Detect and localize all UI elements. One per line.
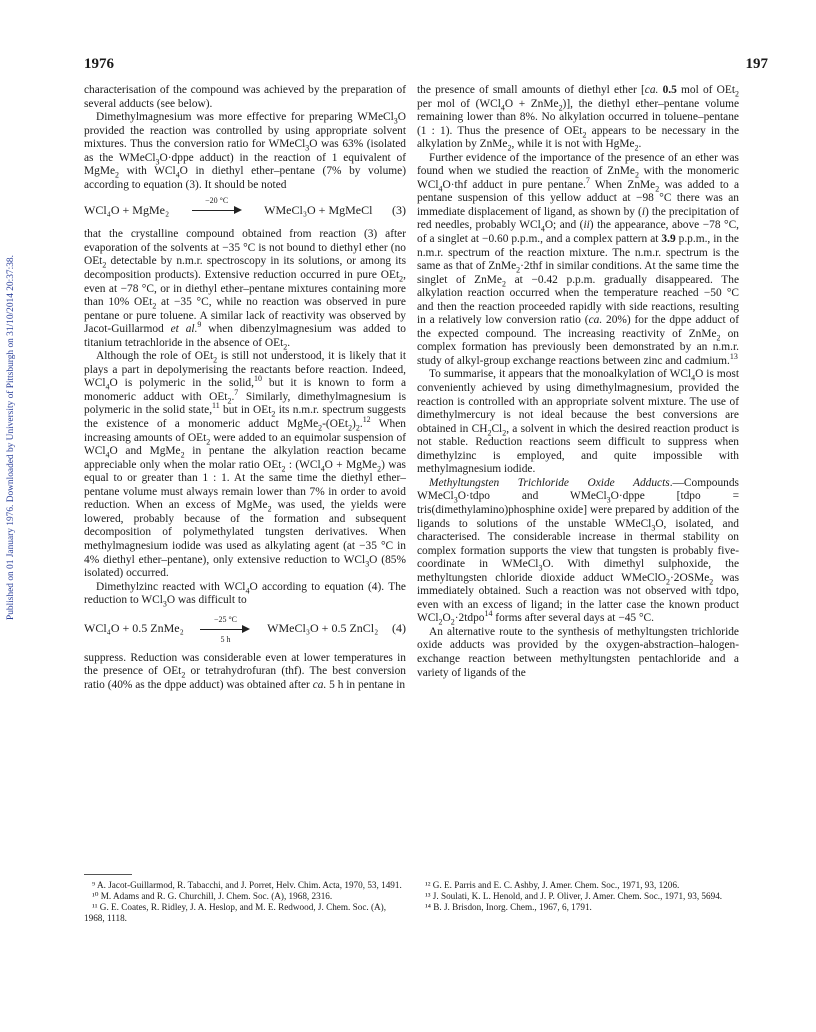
paragraph: Dimethylmagnesium was more effective for preparing WMeCl$_3$O provided the reaction was controlled by using appropriate solvent mixtures. Thus the conversion ratio for WMeCl$_3$O was 63% (isolated as the WMeCl$_3$O·dppe adduct) in the reaction of 1 equivalent of MgMe$_2$ with WCl$_4$O in diethyl ether–pentane (7% by volume) according to equation (3). It should be noted bbox=[84, 111, 406, 191]
footnote: ¹² G. E. Parris and E. C. Ashby, J. Amer. Chem. Soc., 1971, 93, 1206. bbox=[425, 880, 680, 890]
footnote: ¹³ J. Soulati, K. L. Henold, and J. P. Oliver, J. Amer. Chem. Soc., 1971, 93, 5694. bbox=[425, 891, 723, 901]
footnote: ¹⁴ B. J. Brisdon, Inorg. Chem., 1967, 6, 1791. bbox=[425, 902, 592, 912]
journal-year: 1976 bbox=[84, 56, 114, 72]
paragraph: To summarise, it appears that the monoalkylation of WCl$_4$O is most conveniently achieved by using dimethylmagnesium, provided the reaction is controlled with an appropriate solvent mixture. The use of dimethylmercury is not ideal because the best conversions are obtained in $CH_2Cl_2$, a solvent in which the desired reaction product is not stable. Reduction reactions seem difficult to suppress when dimethylzinc is employed, and quite impossible with methylmagnesium iodide. bbox=[417, 368, 739, 476]
equation-3-condition: −20 °C bbox=[205, 196, 229, 206]
paragraph: Dimethylzinc reacted with WCl$_4$O according to equation (4). The reduction to WCl$_3$O was difficult to bbox=[84, 580, 406, 609]
paragraph: characterisation of the compound was achieved by the preparation of several adducts (see below). bbox=[84, 84, 406, 110]
paragraph: that the crystalline compound obtained from reaction (3) after evaporation of the solvents at −35 °C is not bound to diethyl ether (no OEt$_2$ detectable by n.m.r. spectroscopy in its solutions, or among its decomposition products). Extensive reduction occurred in pure OEt$_2$, even at −78 °C, or in diethyl ether–pentane mixtures containing more than 10% OEt$_2$ at −35 °C, while no reaction was observed in pure pentane or pure toluene. A similar lack of reactivity was observed by Jacot-Guillarmod et al.$^9$ when dibenzylmagnesium was added to titanium tetrachloride in the absence of OEt$_2$. bbox=[84, 228, 407, 352]
equation-3-number: (3) bbox=[391, 202, 406, 217]
page-number: 197 bbox=[745, 56, 768, 72]
reaction-arrow-icon bbox=[200, 614, 250, 644]
footnotes-right bbox=[417, 880, 739, 913]
footnotes-left bbox=[84, 880, 406, 924]
paragraph: the presence of small amounts of diethyl ether [ca. 0.5 mol of OEt$_2$ per mol of (WCl$_4$O + ZnMe$_2$)], the diethyl ether–pentane volume remaining lower than 8%. No alkylation occurred in toluene–pentane (1 : 1). Thus the presence of OEt$_2$ appears to be necessary in the alkylation by ZnMe$_2$, while it is not with HgMe$_2$. bbox=[417, 84, 740, 153]
right-column bbox=[417, 84, 739, 680]
equation-4 bbox=[84, 614, 406, 644]
equation-4-condition-above: −25 °C bbox=[213, 614, 237, 624]
equation-4-rhs: WMeCl₃O + 0.5 ZnCl₂ bbox=[267, 621, 379, 636]
paragraph: Methyltungsten Trichloride Oxide Adducts.—Compounds WMeCl$_3$O·tdpo and WMeCl$_3$O·dppe [tdpo = tris(dimethylamino)phosphine oxide] were prepared by addition of the ligands to solutions of the unstable WMeCl$_3$O, isolated, and characterised. The considerable increase in thermal stability on complex formation supports the view that tungsten is probably five-coordinate in WMeCl$_3$O. With dimethyl sulphoxide, the methyltungsten chloride dioxide adduct WMeClO$_2$·2OSMe$_2$ was immediately obtained. Such a reaction was not observed with tdpo, even with an excess of ligand; in the latter case the known product $WCl_2O_2\cdot 2tdpo^{14}$ forms after several days at −45 °C. bbox=[417, 476, 740, 627]
footnote: ¹¹ G. E. Coates, R. Ridley, J. A. Heslop, and M. E. Redwood, J. Chem. Soc. (A), 1968, 1118. bbox=[84, 902, 387, 923]
paragraph: suppress. Reduction was considerable even at lower temperatures in the presence of OEt$_2$ or tetrahydrofuran (thf). The best conversion ratio (40% as the dppe adduct) was obtained after ca. 5 h in pentane in bbox=[84, 651, 406, 691]
provenance-sidebar[interactable]: Published on 01 January 1976. Downloaded by University of Pittsburgh on 31/10/2014 20:37:38. bbox=[6, 255, 16, 620]
left-column bbox=[84, 84, 406, 692]
equation-3 bbox=[84, 196, 406, 217]
equation-3-lhs: WCl₄O + MgMe₂ bbox=[84, 202, 170, 217]
footnote: ¹⁰ M. Adams and R. G. Churchill, J. Chem. Soc. (A), 1968, 2316. bbox=[92, 891, 333, 901]
equation-4-lhs: WCl₄O + 0.5 ZnMe₂ bbox=[84, 621, 184, 636]
paragraph: Although the role of OEt$_2$ is still not understood, it is likely that it plays a part in depolymerising the reactants before reaction. Indeed, WCl$_4$O is polymeric in the solid,$^{10}$ but it is known to form a monomeric adduct with OEt$_2$.$^7$ Similarly, dimethylmagnesium is polymeric in the solid state,$^{11}$ but in OEt$_2$ its n.m.r. spectrum suggests the existence of a monomeric adduct $MgMe_2-(OEt_2)_2.^{12}$ When increasing amounts of OEt$_2$ were added to an equimolar suspension of WCl$_4$O and MgMe$_2$ in pentane the alkylation reaction became appreciable only when the molar ratio OEt$_2$ : (WCl$_4$O + MgMe$_2$) was equal to or greater than 1 : 1. At the same time the diethyl ether–pentane volume must always remain lower than 7% in order to avoid reduction. When an excess of MgMe$_2$ was used, the yields were lowered, probably because of the formation and subsequent decomposition of polymethylated tungsten derivatives. When methylmagnesium iodide was used as alkylating agent (at −35 °C in 4% diethyl ether–pentane), only extensive reduction to WCl$_3$O (85% isolated) occurred. bbox=[84, 350, 407, 580]
paragraph: An alternative route to the synthesis of methyltungsten trichloride oxide adducts was provided by the oxygen-abstraction–halogen-exchange reaction between methyltungsten pentachloride and a variety of ligands of the bbox=[417, 625, 739, 679]
reaction-arrow-icon bbox=[192, 196, 242, 217]
footnote-divider bbox=[84, 874, 132, 875]
equation-4-number: (4) bbox=[392, 621, 406, 636]
equation-3-rhs: WMeCl₃O + MgMeCl bbox=[264, 202, 373, 217]
equation-4-condition-below: 5 h bbox=[220, 634, 231, 644]
footnote: ⁹ A. Jacot-Guillarmod, R. Tabacchi, and J. Porret, Helv. Chim. Acta, 1970, 53, 1491. bbox=[92, 880, 402, 890]
paragraph: Further evidence of the importance of the presence of an ether was found when we studied the reaction of ZnMe$_2$ with the monomeric WCl$_4$O·thf adduct in pure pentane.$^7$ When ZnMe$_2$ was added to a pentane suspension of this yellow adduct at −98 °C there was an immediate displacement of ligand, as shown by (i) the precipitation of red needles, probably WCl$_4$O; and (ii) the appearance, above −78 °C, of a singlet at −0.60 p.p.m., and a complex pattern at 3.9 p.p.m., in the n.m.r. spectrum of the reaction mixture. The n.m.r. spectrum is the same as that of ZnMe$_2$·2thf in similar conditions. At the same time the singlet of ZnMe$_2$ at −0.42 p.p.m. gradually disappeared. The alkylation reaction occurred when the temperature reached −50 °C and then the reaction proceeded rapidly with side reactions, resulting in a relatively low conversion ratio (ca. 20%) for the dppe adduct of the expected compound. The increasing reactivity of ZnMe$_2$ on complex formation has previously been demonstrated by an n.m.r. study of alkyl-group exchange reactions between zinc and cadmium.$^{13}$ bbox=[417, 151, 740, 367]
